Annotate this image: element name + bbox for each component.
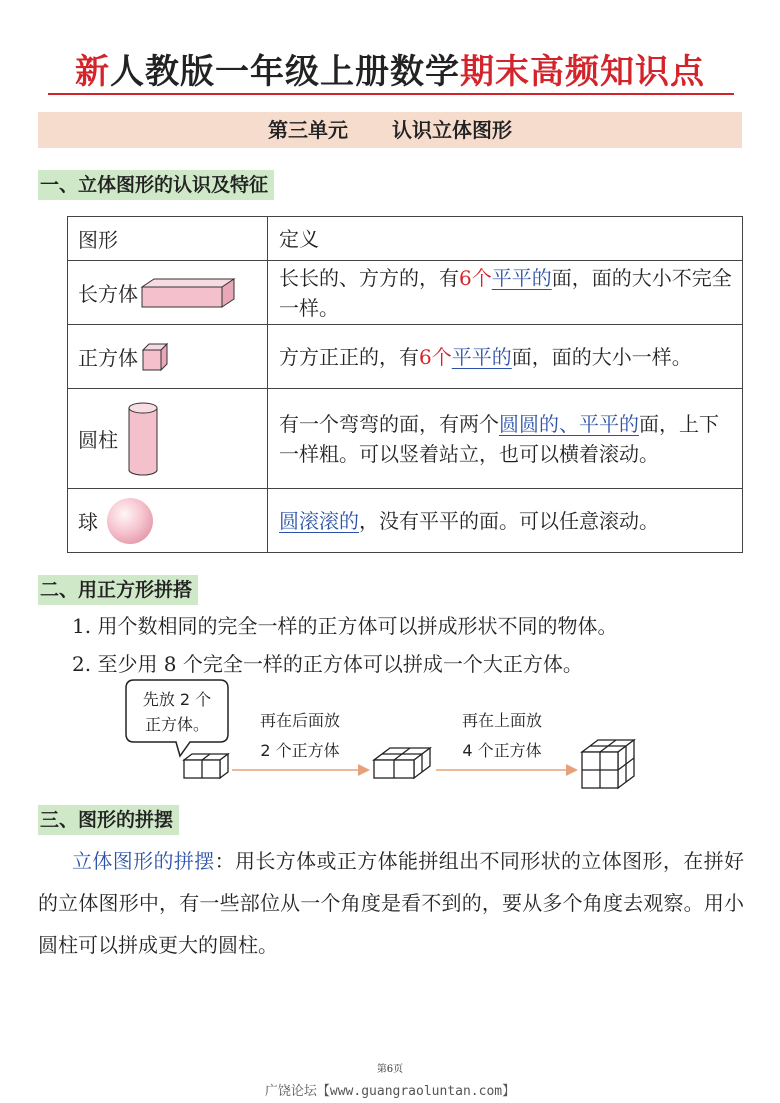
section-heading-2: 二、用正方形拼搭 <box>38 575 198 605</box>
table-row: 圆柱 有一个弯弯的面，有两个圆圆的、平平的面，上下一样粗。可以竖着站立，也可以横着滚动。 <box>68 389 743 489</box>
unit-topic: 认识立体图形 <box>392 118 512 142</box>
table-header-row <box>68 217 743 261</box>
section-3-paragraph: 立体图形的拼摆：用长方体或正方体能拼组出不同形状的立体图形，在拼好的立体图形中，有一些部位从一个角度是看不到的，要从多个角度去观察。用小圆柱可以拼成更大的圆柱。 <box>38 849 744 957</box>
page-title <box>0 44 780 93</box>
eight-cubes-drawing <box>582 740 634 788</box>
cylinder-icon <box>126 400 162 478</box>
table-header-definition: 定义 <box>268 217 743 261</box>
step-1-text-2: 2 个正方体 <box>260 741 340 760</box>
shape-name: 长方体 <box>78 282 138 306</box>
bubble-text-1: 先放 2 个 <box>142 690 212 709</box>
table-row: 长方体 长长的、方方的，有6个平平的面，面的大小不完全一样。 <box>68 261 743 325</box>
shape-table <box>67 216 743 553</box>
arrow-2-head <box>566 764 578 776</box>
four-cubes-drawing <box>374 748 430 778</box>
cube-icon <box>141 342 169 372</box>
step-1-text-1: 再在后面放 <box>259 711 341 730</box>
unit-label: 第三单元 <box>268 118 348 142</box>
footer-site: 广饶论坛【www.guangraoluntan.com】 <box>264 1084 516 1099</box>
shape-name: 球 <box>78 510 98 534</box>
section-heading-3: 三、图形的拼摆 <box>38 805 179 835</box>
title-part-1: 新 <box>75 52 110 92</box>
title-underline <box>48 93 734 95</box>
table-row: 正方体 方方正正的，有6个平平的面，面的大小一样。 <box>68 325 743 389</box>
section-heading-1: 一、立体图形的认识及特征 <box>38 170 274 200</box>
table-row: 球 圆滚滚的，没有平平的面。可以任意滚动。 <box>68 489 743 553</box>
cuboid-icon <box>140 277 236 309</box>
shape-name: 圆柱 <box>78 428 118 452</box>
title-part-3: 期末高频知识点 <box>460 52 705 92</box>
unit-bar <box>38 112 742 148</box>
bubble-text-2: 正方体。 <box>144 715 210 734</box>
sphere-icon <box>104 495 156 547</box>
title-part-2: 人教版一年级上册数学 <box>110 52 460 92</box>
list-item: 2. 至少用 8 个完全一样的正方体可以拼成一个大正方体。 <box>72 652 583 676</box>
table-header-shape: 图形 <box>68 217 268 261</box>
list-item: 1. 用个数相同的完全一样的正方体可以拼成形状不同的物体。 <box>72 614 618 638</box>
step-2-text-2: 4 个正方体 <box>462 741 542 760</box>
page-number: 第6页 <box>376 1064 404 1075</box>
cube-stacking-illustration <box>0 678 780 798</box>
two-cubes-drawing <box>184 754 228 778</box>
arrow-1-head <box>358 764 370 776</box>
step-2-text-1: 再在上面放 <box>461 711 543 730</box>
shape-name: 正方体 <box>78 346 138 370</box>
term-highlight: 立体图形的拼摆 <box>72 849 215 873</box>
